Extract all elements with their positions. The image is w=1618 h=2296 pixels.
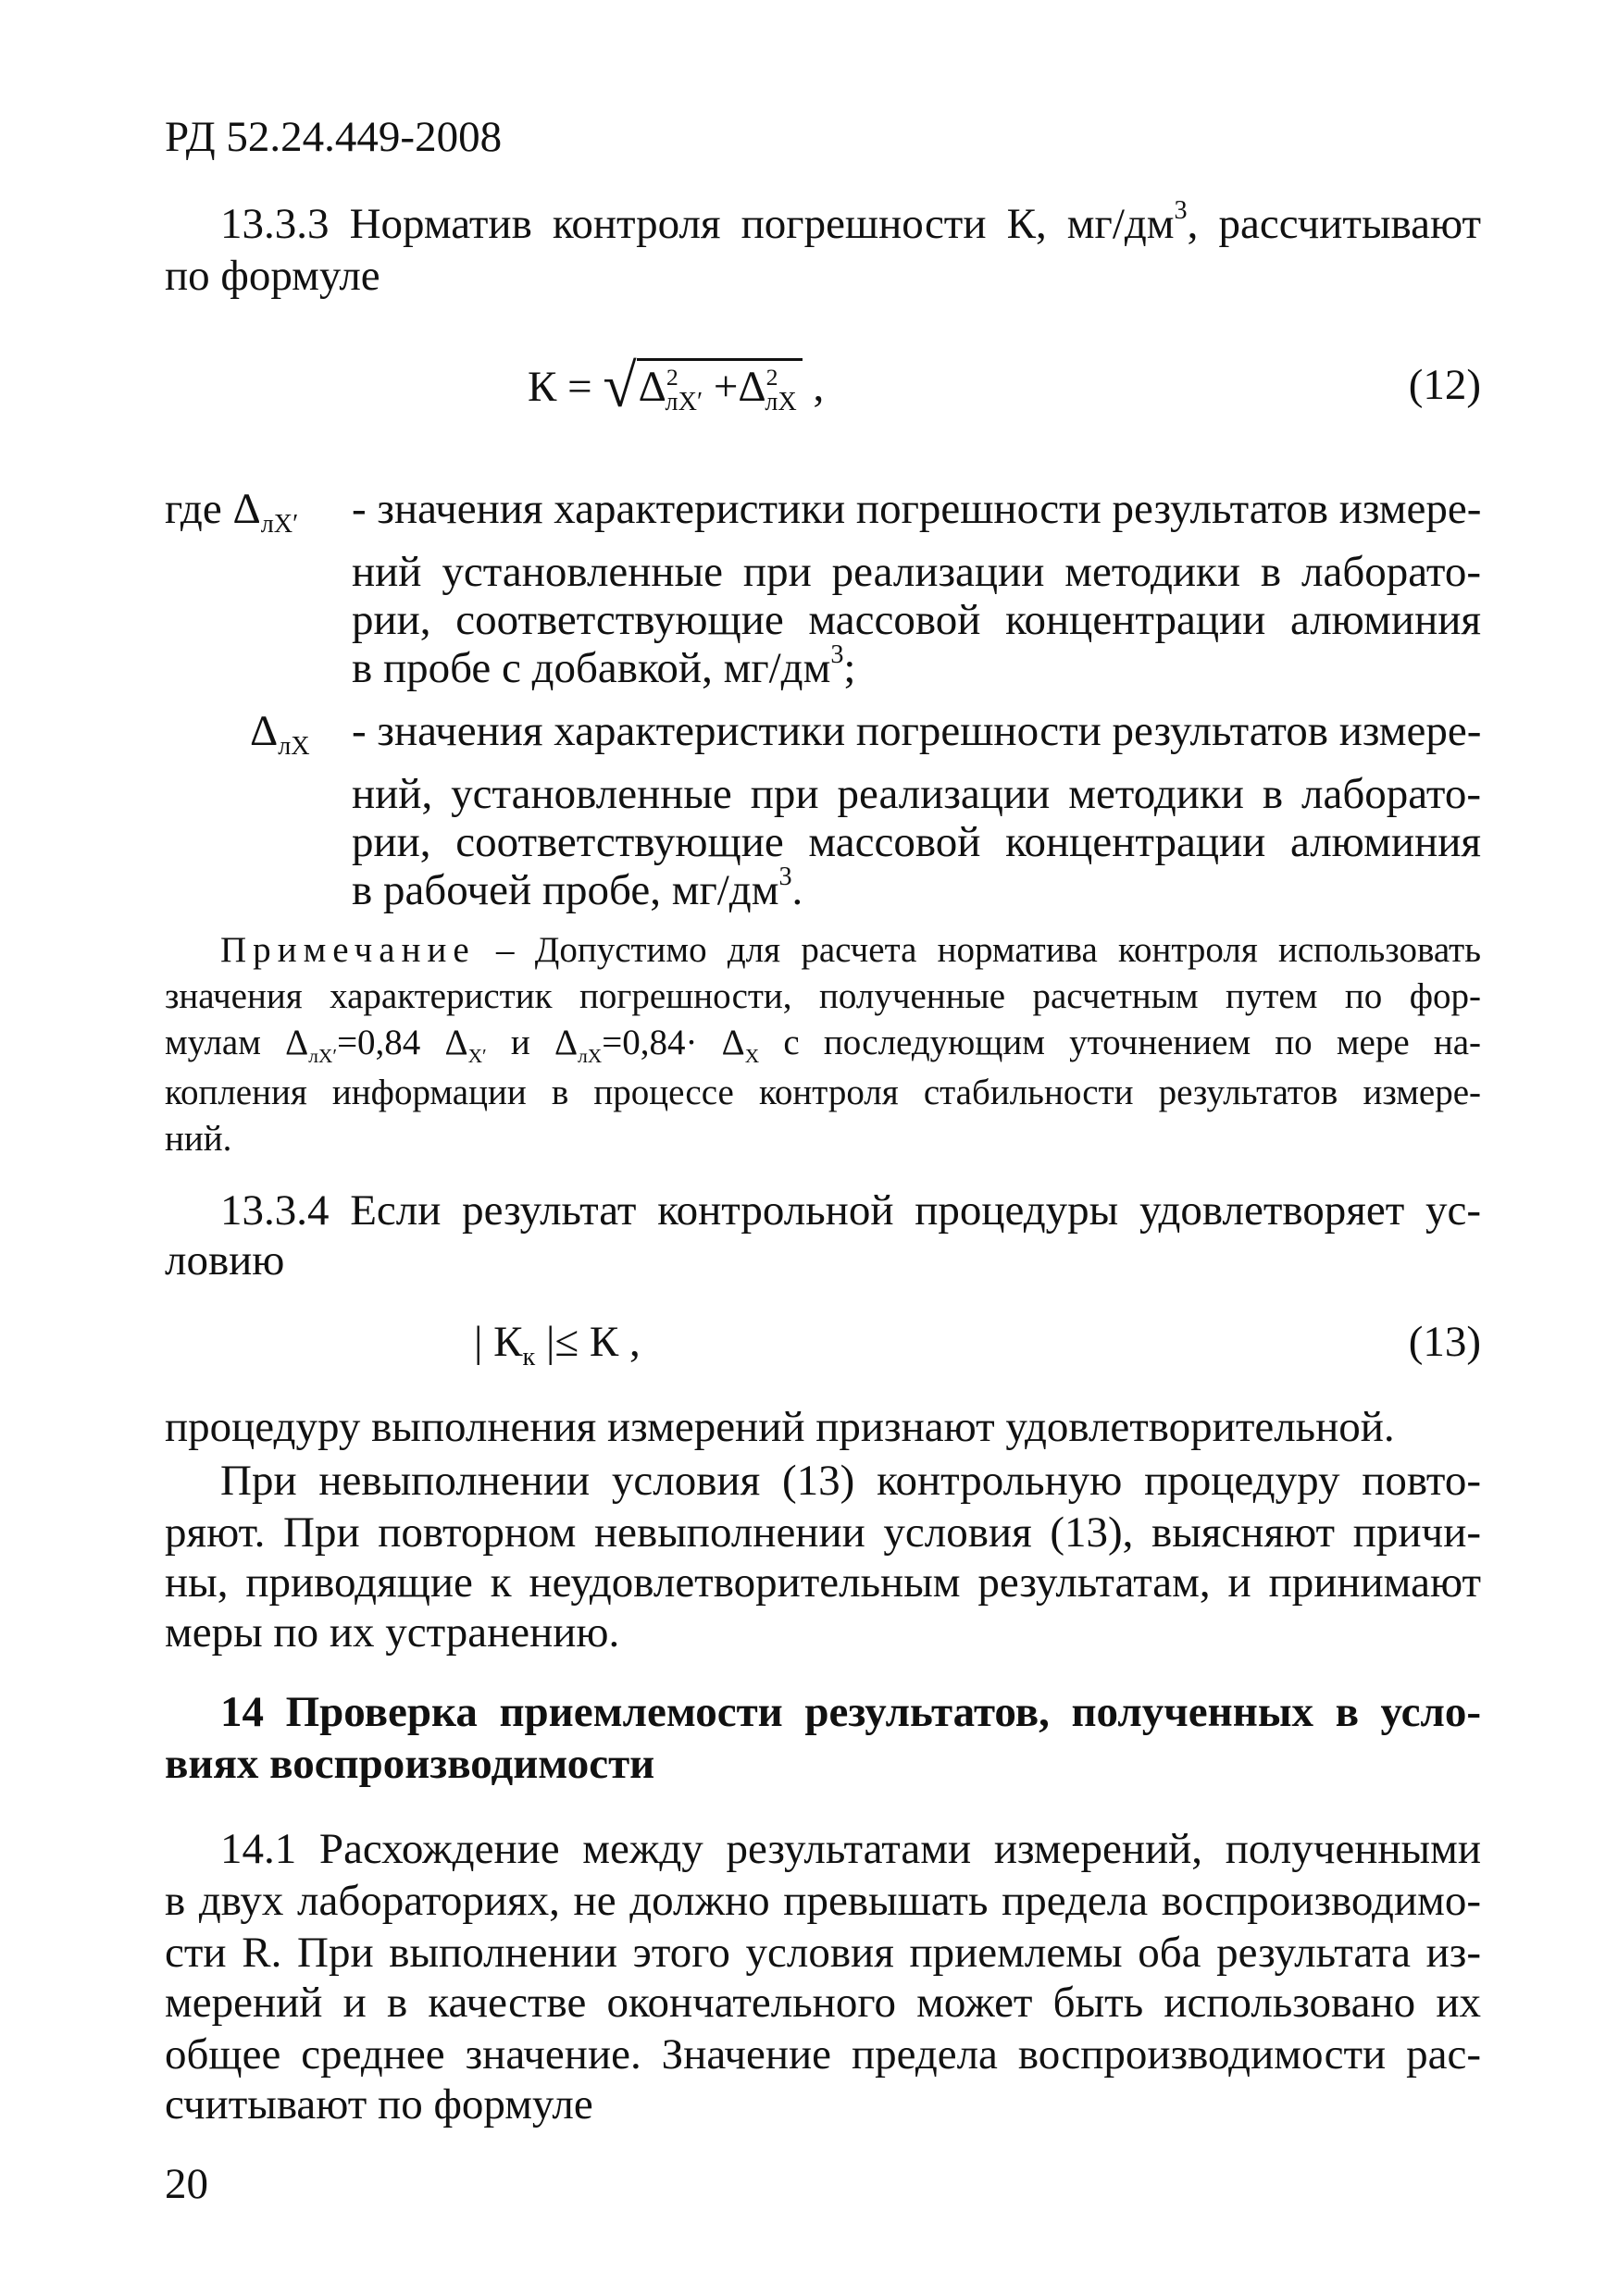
paragraph-13-3-4-line-2: ловию — [165, 1236, 285, 1285]
formula-12: $К = √\Delta^2_{лX'} +\Delta^2_{лX}$ , — [528, 353, 825, 420]
equation-number-13: (13) — [1408, 1318, 1481, 1366]
section-14-heading-line-1: 14 Проверка приемлемости результатов, полученных в усло- — [220, 1688, 1481, 1736]
definition-2-line-3: рии, соответствующие массовой концентрации алюминия — [352, 818, 1481, 866]
document-code: РД 52.24.449-2008 — [165, 113, 503, 161]
paragraph-14-1-line-3: сти R. При выполнении этого условия приемлемы оба результата из- — [165, 1929, 1481, 1977]
definition-1-line-2: ний установленные при реализации методики в лаборато- — [352, 548, 1481, 596]
paragraph-repeat-line-1: При невыполнении условия (13) контрольную процедуру повто- — [220, 1457, 1481, 1505]
note-line-2: значения характеристик погрешности, полученные расчетным путем по фор- — [165, 976, 1481, 1016]
note-line-3: мулам $\Delta_{лX'}=0,84$ $\Delta_{X'}$ и $\Delta_{лX}=0,84\cdot \Delta_X$ с последующим уточнением по мере на- — [165, 1023, 1482, 1067]
paragraph-13-3-3-line-2: по формуле — [165, 252, 380, 300]
definition-1-line-1: - значения характеристики погрешности результатов измере- — [352, 485, 1482, 533]
definition-2-line-4: в рабочей пробе, $мг/дм^3$. — [352, 862, 803, 914]
definition-1-line-3: рии, соответствующие массовой концентрации алюминия — [352, 596, 1481, 644]
paragraph-after-13-line-1: процедуру выполнения измерений признают удовлетворительной. — [165, 1403, 1395, 1451]
where-label: где $\Delta_{лX'}$ — [165, 485, 299, 539]
note-line-4: копления информации в процессе контроля стабильности результатов измере- — [165, 1073, 1481, 1112]
paragraph-14-1-line-5: общее среднее значение. Значение предела воспроизводимости рас- — [165, 2030, 1481, 2079]
paragraph-repeat-line-2: ряют. При повторном невыполнении условия (13), выясняют причи- — [165, 1508, 1481, 1557]
paragraph-repeat-line-3: ны, приводящие к неудовлетворительным результатам, и принимают — [165, 1558, 1481, 1607]
note-line-5: ний. — [165, 1119, 232, 1159]
paragraph-repeat-line-4: меры по их устранению. — [165, 1608, 620, 1657]
definition-2-line-1: - значения характеристики погрешности результатов измере- — [352, 707, 1482, 755]
definition-1-line-4: в пробе с добавкой, $мг/дм^3$; — [352, 639, 856, 692]
paragraph-14-1-line-2: в двух лабораториях, не должно превышать предела воспроизводимо- — [165, 1877, 1481, 1925]
note-line-1: Примечание – Допустимо для расчета норматива контроля использовать — [220, 930, 1481, 970]
paragraph-13-3-3-line-1: 13.3.3 Норматив контроля погрешности К, $мг/дм^3$, рассчитывают — [220, 195, 1481, 248]
equation-number-12: (12) — [1408, 361, 1481, 409]
definition-2-line-2: ний, установленные при реализации методики в лаборато- — [352, 770, 1481, 818]
page-number: 20 — [165, 2160, 208, 2208]
formula-13: | $К_к$ |≤ К , — [474, 1318, 641, 1371]
paragraph-13-3-4-line-1: 13.3.4 Если результат контрольной процедуры удовлетворяет ус- — [220, 1186, 1481, 1235]
paragraph-14-1-line-4: мерений и в качестве окончательного может быть использовано их — [165, 1979, 1481, 2027]
section-14-heading-line-2: виях воспроизводимости — [165, 1740, 655, 1788]
paragraph-14-1-line-1: 14.1 Расхождение между результатами измерений, полученными — [220, 1825, 1481, 1873]
definition-2-symbol: $\Delta_{лX}$ — [250, 707, 310, 761]
paragraph-14-1-line-6: считывают по формуле — [165, 2080, 593, 2128]
